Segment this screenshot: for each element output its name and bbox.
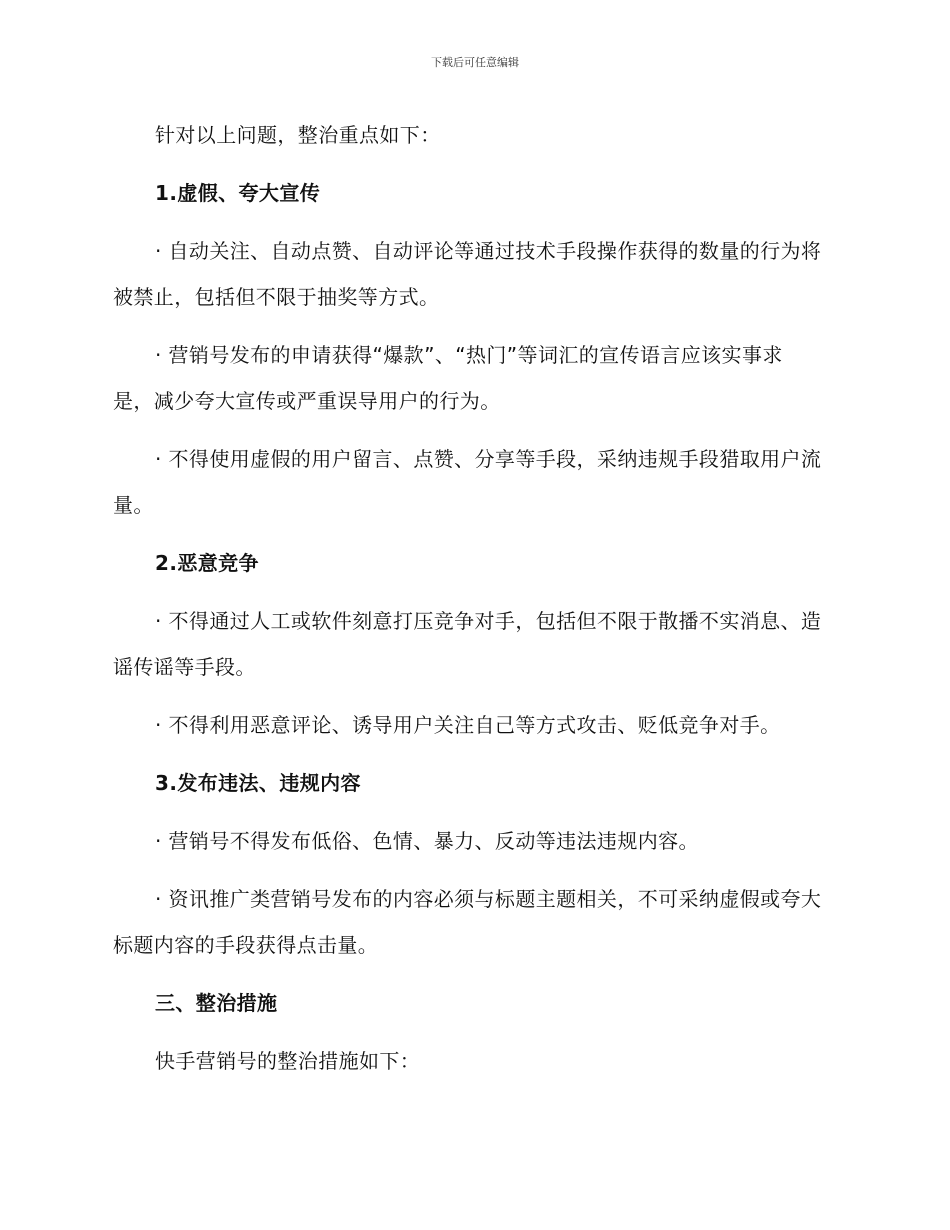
document-body	[113, 112, 823, 1084]
list-item: · 不得通过人工或软件刻意打压竞争对手，包括但不限于散播不实消息、造谣传谣等手段。	[113, 609, 822, 679]
list-item: · 营销号发布的申请获得“爆款”、“热门”等词汇的宣传语言应该实事求是，减少夸大宣传或严重误导用户的行为。	[113, 343, 783, 413]
page-header-note: 下载后可任意编辑	[431, 56, 519, 69]
list-item: · 营销号不得发布低俗、色情、暴力、反动等违法违规内容。	[155, 829, 699, 853]
section-heading-4: 三、整治措施	[155, 991, 278, 1015]
section-heading-1: 1.虚假、夸大宣传	[155, 181, 321, 205]
list-item: · 不得利用恶意评论、诱导用户关注自己等方式攻击、贬低竞争对手。	[155, 713, 781, 737]
intro-paragraph: 针对以上问题，整治重点如下：	[155, 123, 441, 147]
list-item: · 自动关注、自动点赞、自动评论等通过技术手段操作获得的数量的行为将被禁止，包括但不限于抽奖等方式。	[113, 239, 822, 309]
section4-intro: 快手营销号的整治措施如下：	[155, 1049, 421, 1073]
section-heading-3: 3.发布违法、违规内容	[155, 771, 361, 795]
list-item: · 资讯推广类营销号发布的内容必须与标题主题相关，不可采纳虚假或夸大标题内容的手段获得点击量。	[113, 887, 822, 957]
list-item: · 不得使用虚假的用户留言、点赞、分享等手段，采纳违规手段猎取用户流量。	[113, 447, 822, 517]
section-heading-2: 2.恶意竞争	[155, 551, 259, 575]
